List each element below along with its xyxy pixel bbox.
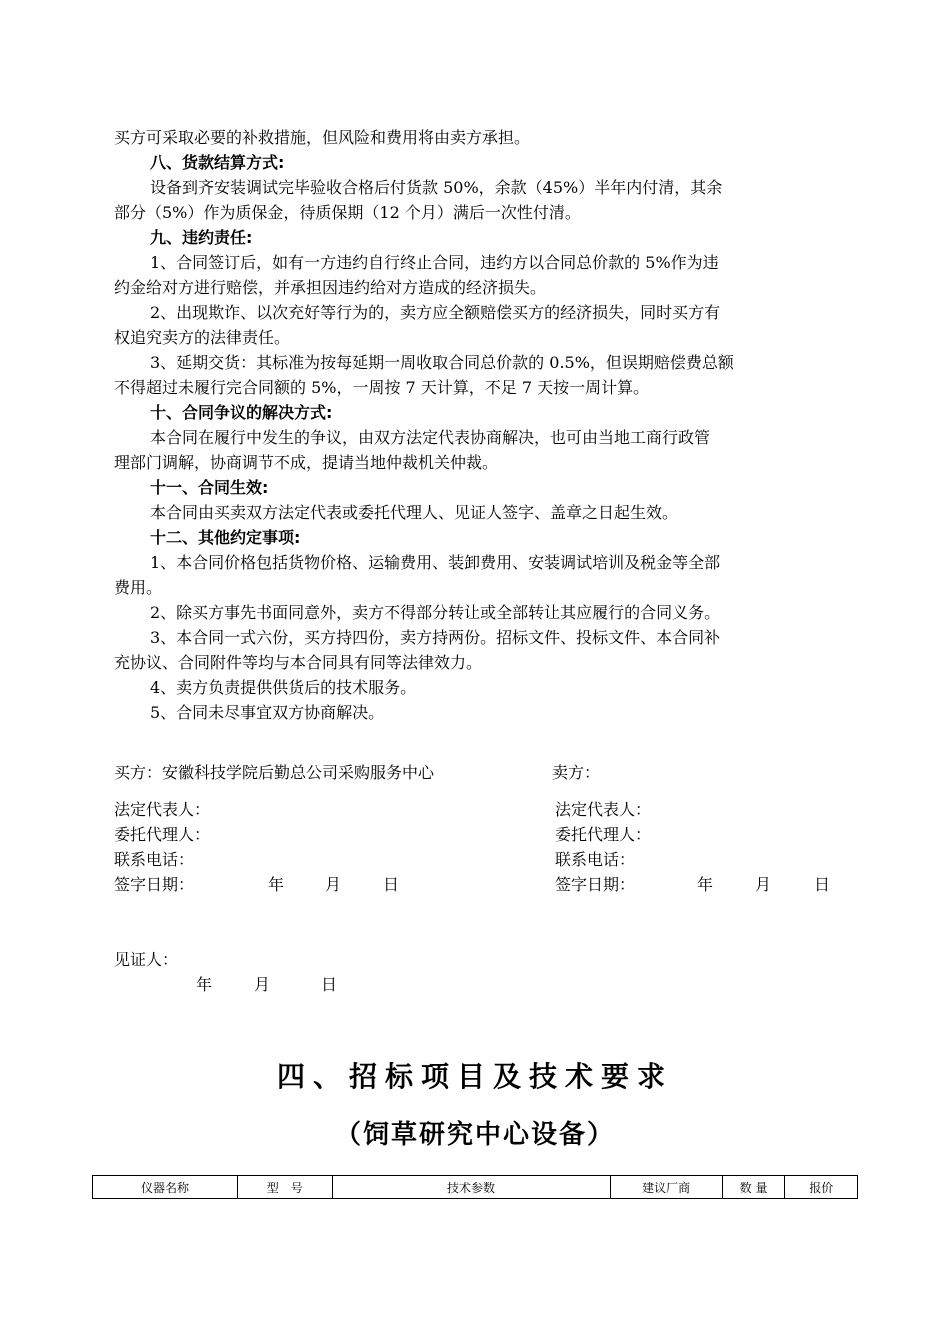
table-header-row bbox=[93, 1176, 858, 1199]
body-line: 权追究卖方的法律责任。 bbox=[114, 328, 291, 347]
body-line: 不得超过未履行完合同额的 5%，一周按 7 天计算，不足 7 天按一周计算。 bbox=[114, 378, 650, 397]
body-line: 买方可采取必要的补救措施，但风险和费用将由卖方承担。 bbox=[114, 128, 531, 147]
buyer-agent-label: 委托代理人： bbox=[114, 825, 211, 844]
clause-heading: 九、违约责任: bbox=[150, 228, 253, 247]
body-line: 1、本合同价格包括货物价格、运输费用、装卸费用、安装调试培训及税金等全部 bbox=[150, 553, 721, 572]
buyer-name: 安徽科技学院后勤总公司采购服务中心 bbox=[162, 763, 435, 782]
buyer-phone-label: 联系电话： bbox=[114, 850, 195, 869]
column-header-model: 型 号 bbox=[238, 1176, 332, 1199]
seller-label: 卖方： bbox=[552, 763, 601, 782]
body-line: 设备到齐安装调试完毕验收合格后付货款 50%，余款（45%）半年内付清，其余 bbox=[150, 178, 723, 197]
seller-phone-label: 联系电话： bbox=[555, 850, 636, 869]
witness-label: 见证人： bbox=[114, 950, 179, 969]
column-header-quantity: 数 量 bbox=[722, 1176, 785, 1199]
body-line: 充协议、合同附件等均与本合同具有同等法律效力。 bbox=[114, 653, 483, 672]
body-line: 部分（5%）作为质保金，待质保期（12 个月）满后一次性付清。 bbox=[114, 203, 581, 222]
buyer-month: 月 bbox=[325, 875, 342, 894]
witness-month: 月 bbox=[254, 975, 271, 994]
seller-month: 月 bbox=[755, 875, 772, 894]
clause-heading: 十、合同争议的解决方式: bbox=[150, 403, 333, 422]
seller-year: 年 bbox=[697, 875, 714, 894]
buyer-label: 买方： bbox=[114, 763, 163, 782]
seller-day: 日 bbox=[814, 875, 831, 894]
body-line: 1、合同签订后，如有一方违约自行终止合同，违约方以合同总价款的 5%作为违 bbox=[150, 253, 719, 272]
buyer-row bbox=[114, 763, 434, 783]
buyer-year: 年 bbox=[268, 875, 285, 894]
column-header-vendor: 建议厂商 bbox=[610, 1176, 722, 1199]
witness-day: 日 bbox=[321, 975, 338, 994]
equipment-table bbox=[92, 1175, 858, 1199]
body-line: 费用。 bbox=[114, 578, 163, 597]
clause-heading: 十一、合同生效: bbox=[150, 478, 269, 497]
seller-legal-rep-label: 法定代表人： bbox=[555, 800, 652, 819]
body-line: 本合同由买卖双方法定代表或委托代理人、见证人签字、盖章之日起生效。 bbox=[150, 503, 679, 522]
buyer-legal-rep-label: 法定代表人： bbox=[114, 800, 211, 819]
buyer-day: 日 bbox=[383, 875, 400, 894]
section-subtitle: （饲草研究中心设备） bbox=[334, 1120, 615, 1150]
body-line: 3、延期交货：其标准为按每延期一周收取合同总价款的 0.5%，但误期赔偿费总额 bbox=[150, 353, 734, 372]
body-line: 约金给对方进行赔偿，并承担因违约给对方造成的经济损失。 bbox=[114, 278, 547, 297]
body-line: 4、卖方负责提供供货后的技术服务。 bbox=[150, 678, 417, 697]
clause-heading: 八、货款结算方式: bbox=[150, 153, 285, 172]
section-title: 四、招标项目及技术要求 bbox=[276, 1060, 673, 1093]
column-header-price: 报价 bbox=[785, 1176, 858, 1199]
buyer-sign-date-label: 签字日期： bbox=[114, 875, 195, 894]
clause-heading: 十二、其他约定事项: bbox=[150, 528, 301, 547]
column-header-instrument-name: 仪器名称 bbox=[93, 1176, 238, 1199]
body-line: 3、本合同一式六份，买方持四份，卖方持两份。招标文件、投标文件、本合同补 bbox=[150, 628, 721, 647]
seller-agent-label: 委托代理人： bbox=[555, 825, 652, 844]
body-line: 2、出现欺诈、以次充好等行为的，卖方应全额赔偿买方的经济损失，同时买方有 bbox=[150, 303, 721, 322]
seller-sign-date-label: 签字日期： bbox=[555, 875, 636, 894]
column-header-tech-params: 技术参数 bbox=[332, 1176, 610, 1199]
body-line: 5、合同未尽事宜双方协商解决。 bbox=[150, 703, 385, 722]
body-line: 2、除买方事先书面同意外，卖方不得部分转让或全部转让其应履行的合同义务。 bbox=[150, 603, 721, 622]
witness-year: 年 bbox=[196, 975, 213, 994]
body-line: 本合同在履行中发生的争议，由双方法定代表协商解决，也可由当地工商行政管 bbox=[150, 428, 711, 447]
body-line: 理部门调解，协商调节不成，提请当地仲裁机关仲裁。 bbox=[114, 453, 499, 472]
